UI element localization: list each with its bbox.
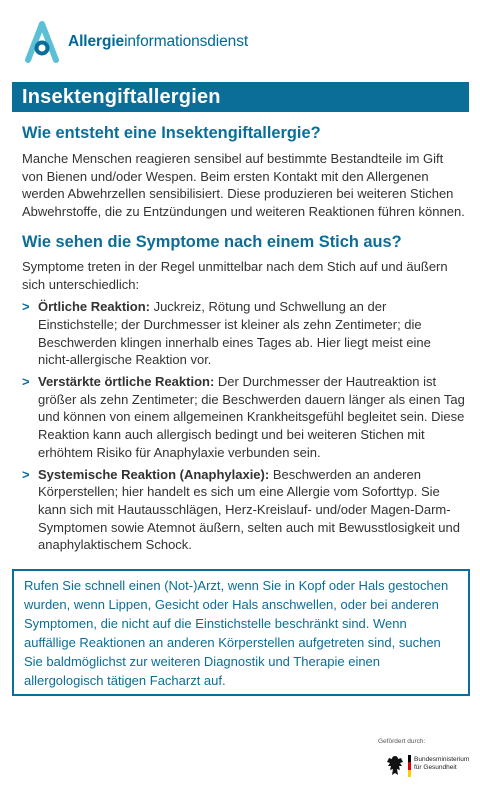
page-title: Insektengiftallergien: [12, 82, 469, 112]
federal-eagle-icon: [386, 754, 404, 778]
symptom-list: [22, 298, 466, 554]
section-heading-symptoms: Wie sehen die Symptome nach einem Stich aus?: [22, 232, 402, 251]
list-item: [22, 373, 466, 462]
chevron-right-icon: >: [22, 374, 30, 390]
symptom-description: Juckreiz, Rötung und Schwellung an der Einstichstelle; der Durchmesser ist kleiner als zehn Zentimeter; die Beschwerden klingen innerhalb eines Tages ab. Hier liegt meist eine nicht-allergische Reaktion vor.: [38, 299, 431, 368]
chevron-right-icon: >: [22, 299, 30, 315]
section-text-origin: Manche Menschen reagieren sensibel auf bestimmte Bestandteile im Gift von Bienen und/oder Wespen. Beim ersten Kontakt mit den Allergenen werden Abwehrzellen sensibilisiert. Diese produzieren bei weiteren Stichen Abwehrstoffe, die zu Entzündungen und weiteren Reaktionen führen können.: [22, 151, 465, 220]
symptom-term: Verstärkte örtliche Reaktion:: [38, 374, 215, 390]
symptom-term: Örtliche Reaktion:: [38, 299, 150, 315]
brand-name: Allergieinformationsdienst: [68, 33, 249, 50]
emergency-notice-box: Rufen Sie schnell einen (Not-)Arzt, wenn Sie in Kopf oder Hals gestochen wurden, wenn Lippen, Gesicht oder Hals anschwellen, oder bei anderen Symptomen, die nicht auf die Einstichstelle beschränkt sind. Wenn auffällige Reaktionen an anderen Körperstellen aufgetreten sind, suchen Sie baldmöglichst zur weiteren Diagnostik und Therapie einen allergologisch tätigen Facharzt auf.: [12, 569, 470, 696]
symptom-description: Der Durchmesser der Hautreaktion ist größer als zehn Zentimeter; die Beschwerden dauern länger als einen Tag und können von einem allgemeinen Krankheitsgefühl begleitet sein. Diese Reaktion kann auch allergisch bedingt und bei weiteren Stichen mit erhöhtem Risiko für Anaphylaxie verbunden sein.: [38, 374, 465, 460]
main-content: [22, 122, 466, 558]
chevron-right-icon: >: [22, 466, 30, 482]
funder-label: Gefördert durch:: [378, 738, 426, 745]
ministry-name: Bundesministerium für Gesundheit: [414, 756, 470, 771]
funder-block: [378, 738, 478, 783]
list-item: [22, 466, 466, 555]
symptom-description: Beschwerden an anderen Körperstellen; hier handelt es sich um eine Allergie vom Soforttyp. Sie kann sich mit Hautausschlägen, Herz-Kreislauf- und/oder Magen-Darm-Symptomen sowie Atemnot äußern, selten auch mit Bewusstlosigkeit und anaphylaktischem Schock.: [38, 466, 460, 553]
section-text-symptoms: Symptome treten in der Regel unmittelbar nach dem Stich auf und äußern sich unterschiedlich:: [22, 258, 448, 292]
symptom-term: Systemische Reaktion (Anaphylaxie):: [38, 466, 270, 482]
list-item: [22, 298, 466, 369]
allergie-logo-icon: [22, 18, 62, 64]
section-heading-origin: Wie entsteht eine Insektengiftallergie?: [22, 124, 321, 142]
brand-logo: [22, 18, 272, 68]
german-flag-icon: [408, 755, 411, 777]
